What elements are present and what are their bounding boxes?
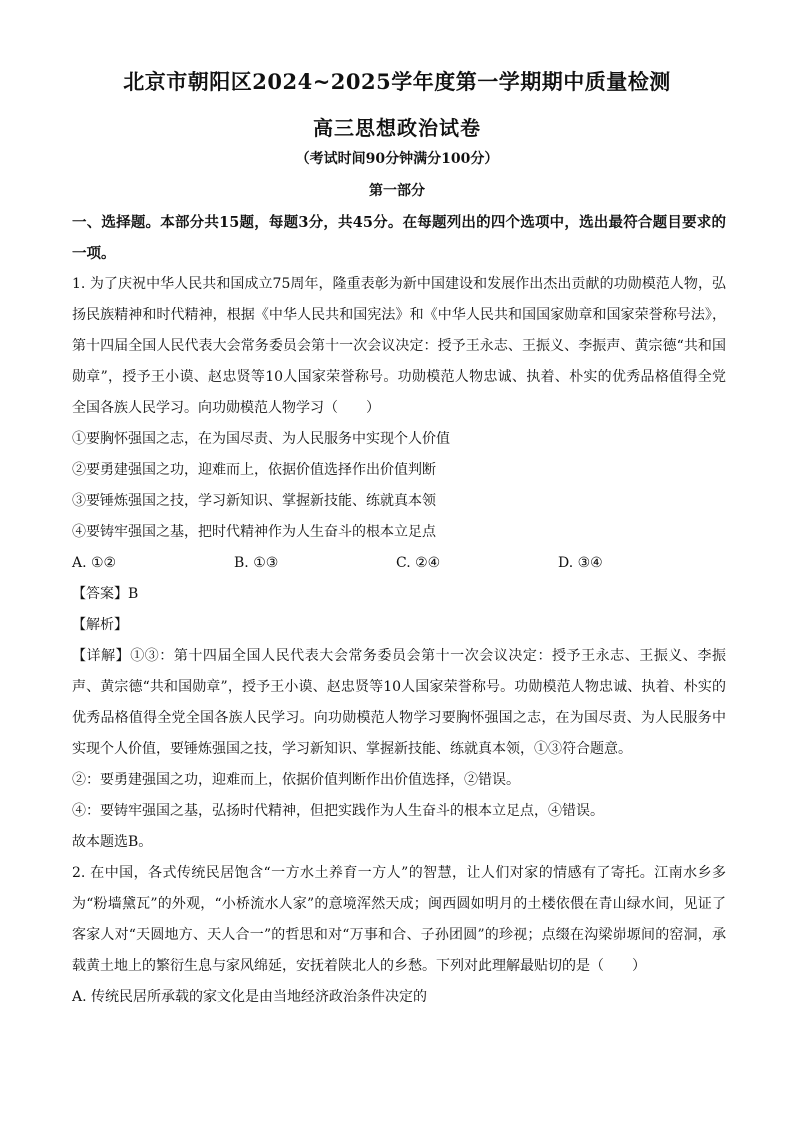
question-1-option-3: ③要锤炼强国之技，学习新知识、掌握新技能、练就真本领 [72,493,436,509]
question-1-option-4: ④要铸牢强国之基，把时代精神作为人生奋斗的根本立足点 [72,524,436,540]
choice-b: B. ①③ [234,555,279,571]
answer-label: 【答案】 [72,586,128,602]
exam-title: 北京市朝阳区2024~2025学年度第一学期期中质量检测 [123,69,671,94]
document-body [72,207,726,1013]
question-2-option-a: A. 传统民居所承载的家文化是由当地经济政治条件决定的 [72,989,428,1005]
exam-subtitle: 高三思想政治试卷 [313,116,481,140]
question-2-stem: 2. 在中国，各式传统民居饱含“一方水土养育一方人”的智慧，让人们对家的情感有了寄托。江南水乡多为“粉墙黛瓦”的外观，“小桥流水人家”的意境浑然天成；闽西圆如明月的土楼依偎在青山绿水间，见证了客家人对“天圆地方、天人合一”的哲思和对“万事和合、子孙团圆”的珍视；点缀在沟梁峁塬间的窑洞，承载黄土地上的繁衍生息与家风绵延，安抚着陕北人的乡愁。下列对此理解最贴切的是（ ） [72,865,726,974]
question-1-conclusion: 故本题选B。 [72,834,153,850]
question-1-choices [72,548,726,579]
detail-text: ①③：第十四届全国人民代表大会常务委员会第十一次会议决定：授予王永志、王振义、李振声、黄宗德“共和国勋章”，授予王小谟、赵忠贤等10人国家荣誉称号。功勋模范人物忠诚、执着、朴实的优秀品格值得全党全国各族人民学习。向功勋模范人物学习要胸怀强国之志，在为国尽责、为人民服务中实现个人价值，要锤炼强国之技，学习新知识、掌握新技能、练就真本领，①③符合题意。 [72,648,727,757]
choice-d: D. ③④ [558,555,603,571]
analysis-line [72,610,726,641]
question-1-stem: 1. 为了庆祝中华人民共和国成立75周年，隆重表彰为新中国建设和发展作出杰出贡献的功勋模范人物，弘扬民族精神和时代精神，根据《中华人民共和国宪法》和《中华人民共和国国家勋章和国家荣誉称号法》，第十四届全国人民代表大会常务委员会第十一次会议决定：授予王永志、王振义、李振声、黄宗德“共和国勋章”，授予王小谟、赵忠贤等10人国家荣誉称号。功勋模范人物忠诚、执着、朴实的优秀品格值得全党全国各族人民学习。向功勋模范人物学习（ ） [72,276,726,416]
detail-note-2: ②：要勇建强国之功，迎难而上，依据价值判断作出价值选择，②错误。 [72,772,520,788]
exam-time-note: （考试时间90分钟满分100分） [295,151,499,167]
detail-label: 【详解】 [72,648,131,664]
choice-a: A. ①② [72,555,117,571]
section-heading: 一、选择题。本部分共15题，每题3分，共45分。在每题列出的四个选项中，选出最符合题目要求的一项。 [72,214,726,262]
question-1-option-2: ②要勇建强国之功，迎难而上，依据价值选择作出价值判断 [72,462,436,478]
detail-paragraph [72,641,726,765]
answer-line [72,579,726,610]
answer-value: B [128,586,139,602]
question-1-option-1: ①要胸怀强国之志，在为国尽责、为人民服务中实现个人价值 [72,431,450,447]
choice-c: C. ②④ [396,555,441,571]
analysis-label: 【解析】 [72,617,128,633]
part-heading: 第一部分 [369,183,425,199]
detail-note-4: ④：要铸牢强国之基，弘扬时代精神，但把实践作为人生奋斗的根本立足点，④错误。 [72,803,604,819]
